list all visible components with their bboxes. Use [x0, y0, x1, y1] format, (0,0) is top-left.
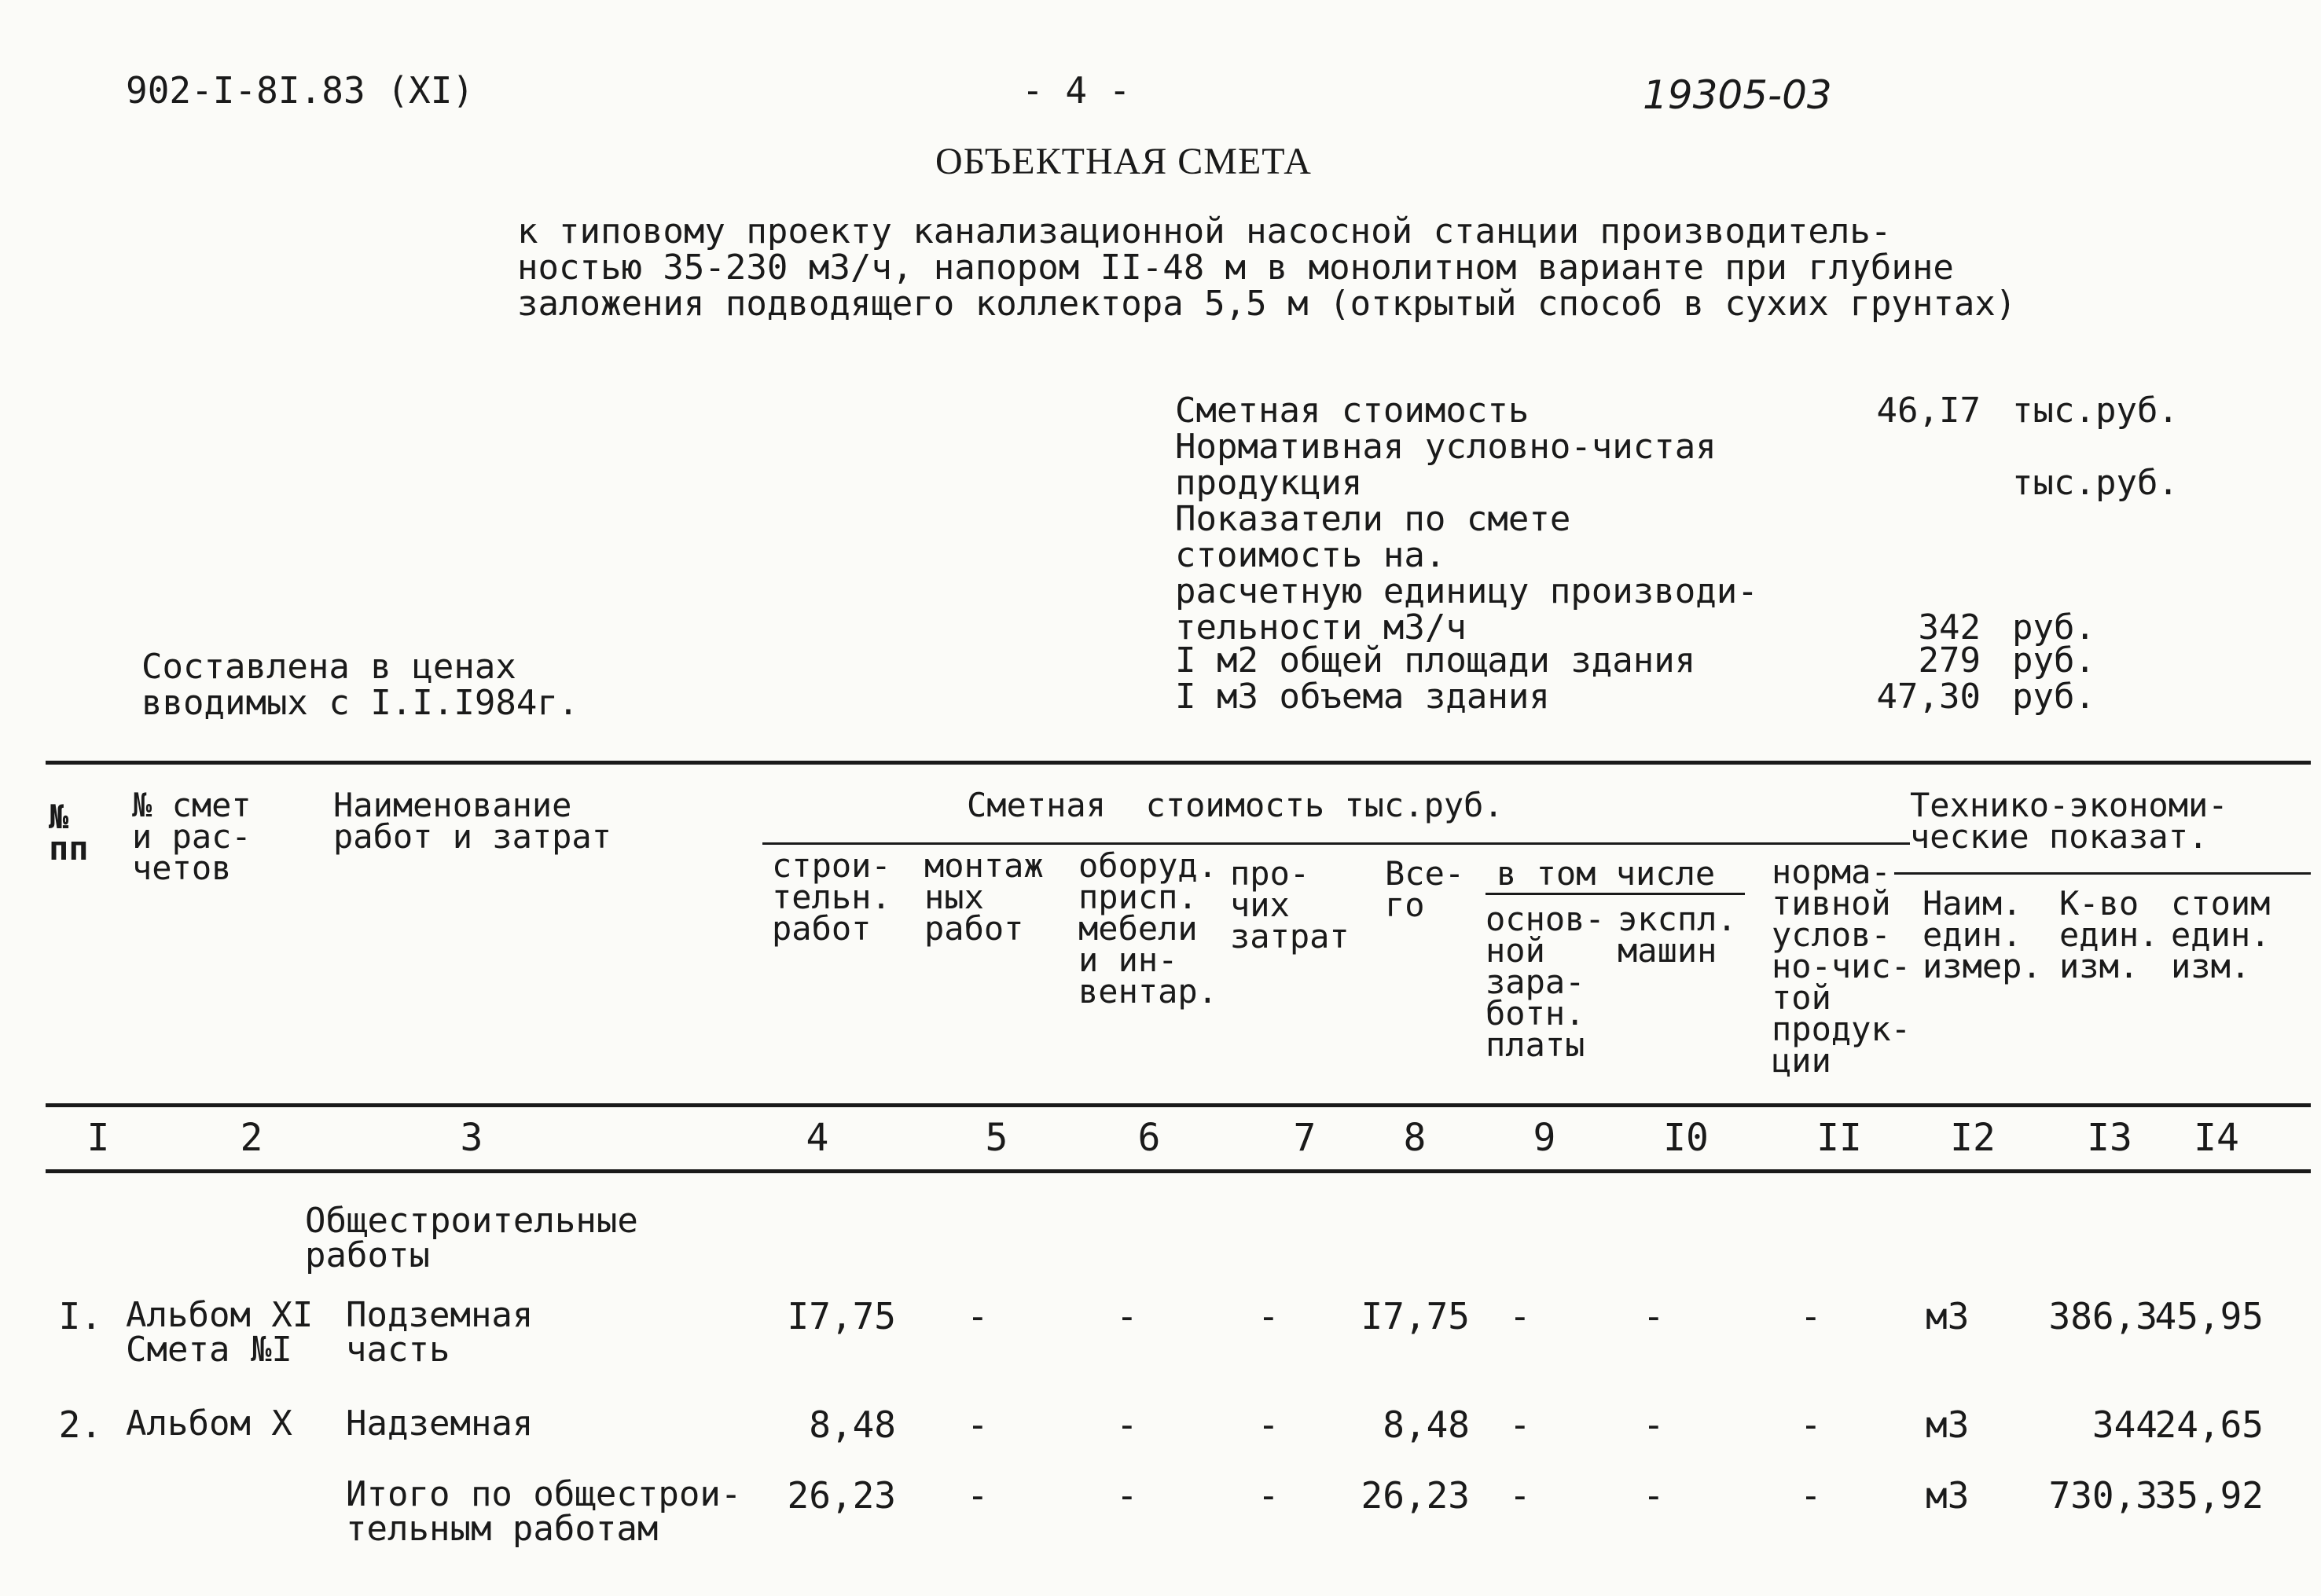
column-number: 8 — [1403, 1116, 1427, 1160]
header-col-13: К-во един. изм. — [2059, 884, 2159, 985]
cell-wages: - — [1509, 1295, 1531, 1337]
summary-label: I м3 объема здания — [1175, 677, 1550, 717]
summary-label: расчетную единицу производи- — [1175, 571, 1758, 611]
header-col-11: норма- тивной услов- но-чис- той продук- ции — [1772, 853, 1912, 1080]
summary-value: 47,30 — [1876, 677, 1981, 717]
cell-installation: - — [967, 1403, 989, 1446]
cell-equipment: - — [1116, 1474, 1138, 1517]
cell-equipment: - — [1116, 1403, 1138, 1446]
header-col-6: оборуд. присп. мебели и ин- вентар. — [1078, 846, 1218, 1011]
header-col-1: № пп — [49, 798, 89, 868]
column-number: I2 — [1950, 1116, 1996, 1160]
cell-unit-cost: 24,65 — [2154, 1403, 2264, 1446]
summary-unit: руб. — [2012, 677, 2095, 717]
column-number: I4 — [2194, 1116, 2239, 1160]
cell-other: - — [1258, 1295, 1280, 1337]
section-title: Общестроительные работы — [305, 1201, 638, 1275]
header-col-10: экспл. машин — [1618, 900, 1737, 970]
header-col-2: № смет и рас- четов — [132, 786, 252, 887]
page-number: - 4 - — [1022, 69, 1131, 112]
cell-total: 26,23 — [1361, 1474, 1470, 1517]
summary-unit: тыс.руб. — [2012, 463, 2179, 503]
column-number: I3 — [2087, 1116, 2132, 1160]
cell-machines: - — [1643, 1403, 1665, 1446]
row-name: Подземная часть — [346, 1295, 534, 1370]
cell-machines: - — [1643, 1474, 1665, 1517]
row-number: I. — [58, 1295, 102, 1337]
column-number: 9 — [1533, 1116, 1556, 1160]
column-number: I — [86, 1116, 110, 1160]
cell-total: 8,48 — [1383, 1403, 1470, 1446]
row-reference: Альбом X — [126, 1403, 292, 1444]
cell-unit: м3 — [1926, 1474, 1970, 1517]
cell-quantity: 344 — [2091, 1403, 2158, 1446]
cell-net-product: - — [1800, 1295, 1822, 1337]
summary-value: 46,I7 — [1876, 391, 1981, 431]
cell-other: - — [1258, 1403, 1280, 1446]
header-col-4: строи- тельн. работ — [772, 846, 891, 948]
column-number: 7 — [1293, 1116, 1317, 1160]
cell-unit-cost: 45,95 — [2154, 1295, 2264, 1337]
row-name: Надземная — [346, 1403, 534, 1444]
cell-installation: - — [967, 1474, 989, 1517]
prices-note-line: Составлена в ценах — [141, 647, 516, 687]
row-reference: Альбом XI Смета №I — [126, 1295, 314, 1370]
header-cost-group: Сметная стоимость тыс.руб. — [967, 786, 1504, 824]
cell-unit-cost: 35,92 — [2154, 1474, 2264, 1517]
subtitle-line: заложения подводящего коллектора 5,5 м (открытый способ в сухих грунтах) — [517, 284, 2017, 324]
header-incl-group: в том числе — [1497, 854, 1716, 893]
column-numbers-rule — [46, 1169, 2311, 1173]
summary-value: 342 — [1918, 607, 1981, 648]
summary-value: 279 — [1918, 640, 1981, 681]
cell-unit: м3 — [1926, 1403, 1970, 1446]
summary-unit: руб. — [2012, 607, 2095, 648]
summary-label: I м2 общей площади здания — [1175, 640, 1696, 681]
summary-label: тельности м3/ч — [1175, 607, 1467, 648]
document-title: ОБЪЕКТНАЯ СМЕТА — [935, 141, 1312, 182]
cell-machines: - — [1643, 1295, 1665, 1337]
cell-unit: м3 — [1926, 1295, 1970, 1337]
cell-equipment: - — [1116, 1295, 1138, 1337]
row-name: Итого по общестрои- тельным работам — [346, 1474, 742, 1549]
cell-quantity: 386,3 — [2048, 1295, 2158, 1337]
cell-total: I7,75 — [1361, 1295, 1470, 1337]
column-number: 4 — [806, 1116, 829, 1160]
subtitle-line: ностью 35-230 м3/ч, напором II-48 м в монолитном варианте при глубине — [517, 248, 1954, 288]
document-code: 902-I-8I.83 (XI) — [126, 69, 475, 112]
prices-note-line: вводимых с I.I.I984г. — [141, 683, 579, 723]
subtitle-line: к типовому проекту канализационной насосной станции производитель- — [517, 211, 1892, 251]
column-number: 2 — [240, 1116, 263, 1160]
tech-group-rule — [1894, 872, 2311, 875]
cell-wages: - — [1509, 1403, 1531, 1446]
cell-net-product: - — [1800, 1403, 1822, 1446]
column-number: 6 — [1137, 1116, 1161, 1160]
header-col-14: стоим един. изм. — [2171, 884, 2271, 985]
summary-label: Показатели по смете — [1175, 499, 1571, 539]
cell-construction: 26,23 — [787, 1474, 896, 1517]
cost-group-rule — [762, 842, 1910, 845]
summary-label: продукция — [1175, 463, 1363, 503]
cell-construction: I7,75 — [787, 1295, 896, 1337]
cell-installation: - — [967, 1295, 989, 1337]
summary-unit: тыс.руб. — [2012, 391, 2179, 431]
cell-construction: 8,48 — [809, 1403, 896, 1446]
cell-net-product: - — [1800, 1474, 1822, 1517]
cell-other: - — [1258, 1474, 1280, 1517]
summary-unit: руб. — [2012, 640, 2095, 681]
header-col-12: Наим. един. измер. — [1923, 884, 2042, 985]
header-col-5: монтаж ных работ — [924, 846, 1044, 948]
column-number: 5 — [985, 1116, 1008, 1160]
handwritten-stamp: 19305-03 — [1643, 72, 1832, 118]
header-col-8: Все- го — [1385, 854, 1465, 924]
table-top-rule — [46, 761, 2311, 765]
column-number: I0 — [1663, 1116, 1709, 1160]
cell-quantity: 730,3 — [2048, 1474, 2158, 1517]
column-number: II — [1816, 1116, 1862, 1160]
header-col-7: про- чих затрат — [1230, 854, 1350, 956]
column-number: 3 — [460, 1116, 483, 1160]
header-tech-group: Технико-экономи- ческие показат. — [1910, 786, 2228, 856]
header-bottom-rule — [46, 1103, 2311, 1107]
summary-label: Сметная стоимость — [1175, 391, 1530, 431]
row-number: 2. — [58, 1403, 102, 1446]
header-col-9: основ- ной зара- ботн. платы — [1486, 900, 1605, 1064]
summary-label: стоимость на. — [1175, 535, 1446, 575]
header-col-3: Наименование работ и затрат — [333, 786, 612, 856]
norm-group-rule — [1761, 842, 1894, 845]
cell-wages: - — [1509, 1474, 1531, 1517]
incl-group-rule — [1486, 893, 1745, 895]
summary-label: Нормативная условно-чистая — [1175, 427, 1717, 467]
